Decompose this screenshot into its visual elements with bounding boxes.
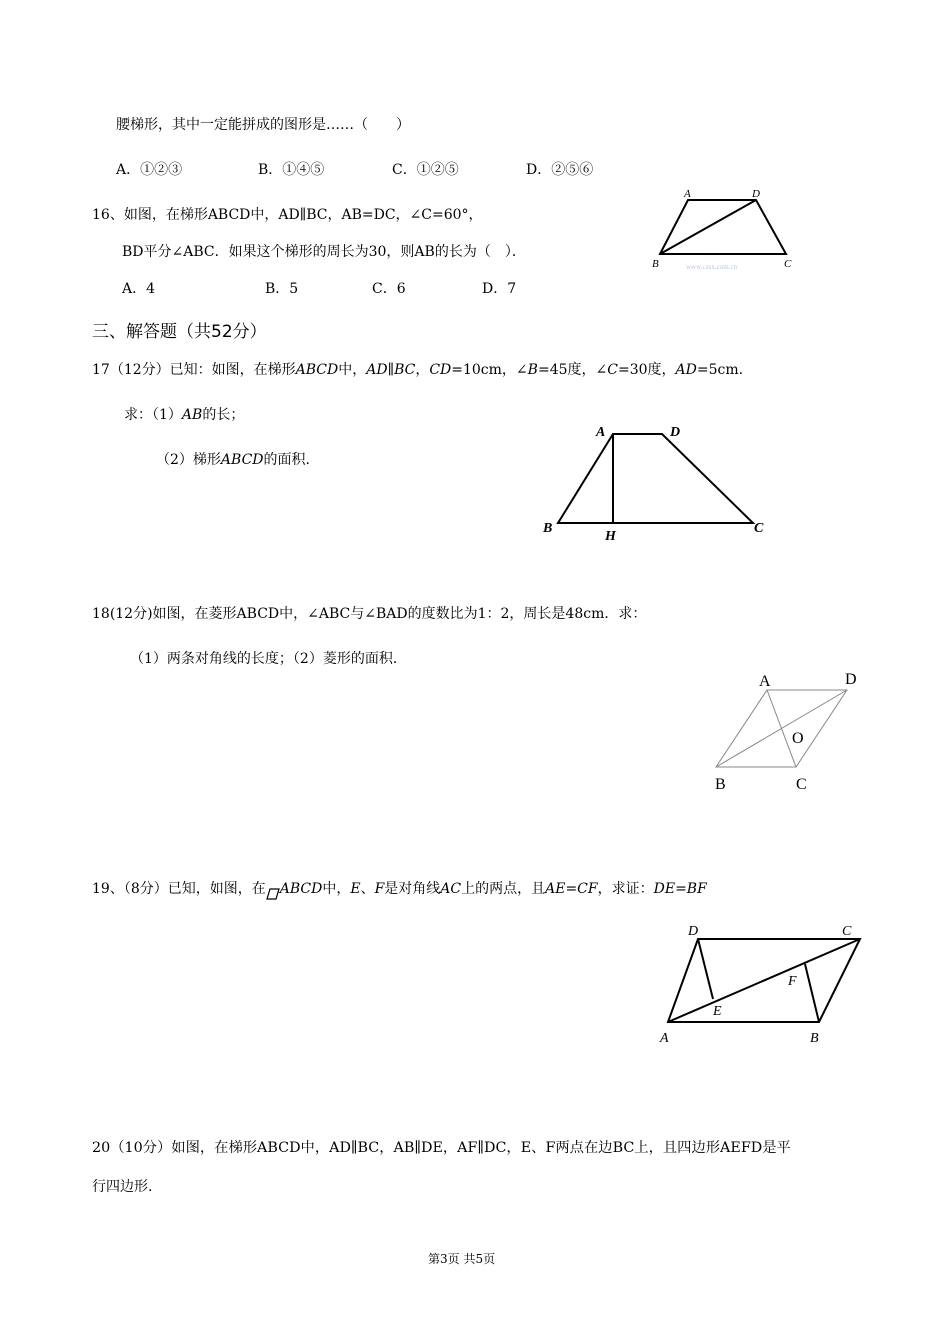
q19-label-b: B — [810, 1031, 819, 1046]
q15-option-a: A．①②③ — [116, 162, 183, 178]
q19-label-e: E — [713, 1004, 722, 1019]
q16-label-a: A — [684, 188, 691, 200]
q16-label-d: D — [752, 188, 760, 200]
q18-line2: （1）两条对角线的长度；（2）菱形的面积． — [130, 651, 407, 667]
q16-option-a: A．4 — [122, 281, 156, 297]
q18-label-a: A — [759, 673, 771, 690]
q19-label-f: F — [788, 974, 797, 989]
q16-option-b: B．5 — [265, 281, 299, 297]
q16-line2: BD平分∠ABC．如果这个梯形的周长为30，则AB的长为（ ）． — [122, 244, 526, 260]
q15-option-b: B．①④⑤ — [258, 162, 325, 178]
q19-parallelogram-figure — [655, 915, 870, 1050]
q17-label-b: B — [543, 521, 553, 536]
q16-label-c: C — [784, 258, 792, 270]
q17-label-c: C — [754, 521, 764, 536]
q19-label-c: C — [842, 924, 852, 939]
q17-label-h: H — [605, 529, 616, 544]
parallelogram-symbol-icon — [266, 888, 278, 899]
q15-option-c: C．①②⑤ — [392, 162, 459, 178]
q18-label-d: D — [845, 671, 857, 688]
q17-ask2: （2）梯形ABCD的面积. — [156, 452, 310, 468]
q16-option-d: D．7 — [482, 281, 517, 297]
q19-label-d: D — [688, 924, 699, 939]
q16-watermark: www.czsx.com.cn — [686, 263, 738, 271]
q19-label-a: A — [660, 1031, 669, 1046]
q16-option-c: C．6 — [372, 281, 406, 297]
page-footer: 第3页 共5页 — [428, 1252, 496, 1266]
q17-label-d: D — [670, 425, 681, 440]
q17-line1: 17（12分）已知：如图，在梯形ABCD中，AD∥BC，CD=10cm，∠B=45度，∠C=30度，AD=5cm. — [92, 362, 744, 378]
q19-line: 19、（8分）已知，如图，在 ABCD中，E、F是对角线AC上的两点，且AE=CF，求证：DE=BF — [92, 881, 707, 897]
q16-label-b: B — [652, 258, 659, 270]
q15-line: 腰梯形，其中一定能拼成的图形是……（ ） — [116, 117, 410, 133]
q18-label-o: O — [792, 730, 804, 747]
q17-label-a: A — [596, 425, 606, 440]
q20-line2: 行四边形. — [92, 1179, 153, 1195]
q18-label-c: C — [796, 776, 807, 793]
section-3-title: 三、解答题（共52分） — [92, 322, 267, 342]
q18-rhombus-figure — [705, 665, 865, 800]
q18-line1: 18(12分)如图，在菱形ABCD中，∠ABC与∠BAD的度数比为1：2，周长是48cm．求： — [92, 606, 647, 622]
q15-option-d: D．②⑤⑥ — [526, 162, 594, 178]
q18-label-b: B — [715, 776, 726, 793]
q16-line1: 16、如图，在梯形ABCD中，AD∥BC，AB=DC，∠C=60°， — [92, 207, 483, 223]
q17-ask1: 求：（1）AB的长； — [124, 407, 245, 423]
q17-trapezoid-figure — [540, 420, 780, 545]
q16-trapezoid-figure — [648, 186, 808, 276]
q20-line1: 20（10分）如图，在梯形ABCD中，AD∥BC，AB∥DE，AF∥DC，E、F两点在边BC上，且四边形AEFD是平 — [92, 1140, 791, 1156]
